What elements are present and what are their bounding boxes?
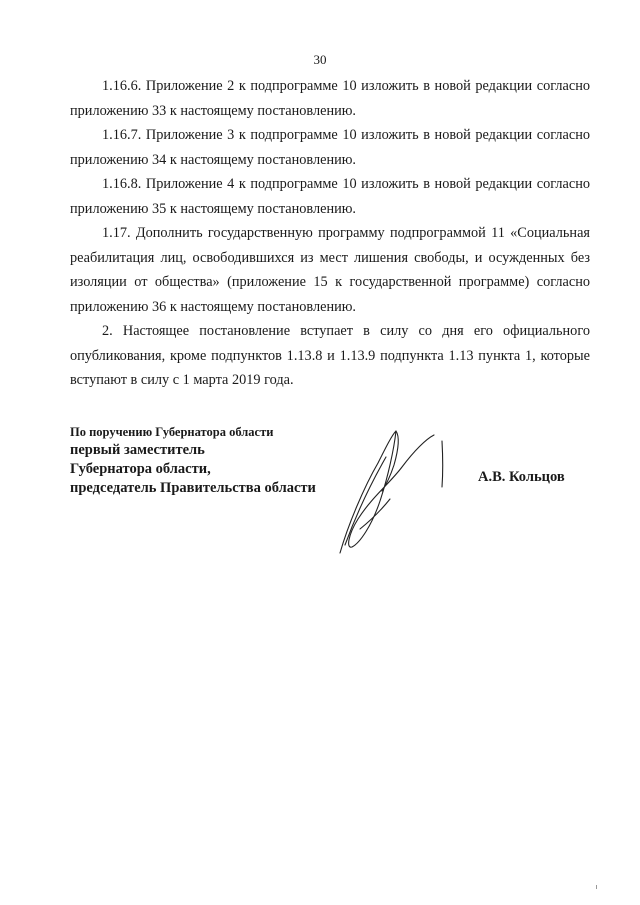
signer-name: А.В. Кольцов [478,469,565,485]
paragraph-1-16-7: 1.16.7. Приложение 3 к подпрограмме 10 изложить в новой редакции согласно приложению 34 к настоящему постановлению. [70,127,590,168]
signatory-line-2: первый заместитель [70,442,205,458]
paragraph-1-16-6: 1.16.6. Приложение 2 к подпрограмме 10 изложить в новой редакции согласно приложению 33 к настоящему постановлению. [70,78,590,119]
paragraph-1-16-8: 1.16.8. Приложение 4 к подпрограмме 10 изложить в новой редакции согласно приложению 35 к настоящему постановлению. [70,176,590,217]
scan-artifact [596,885,597,889]
signatory-line-1: По поручению Губернатора области [70,425,274,439]
signatory-title-block [70,423,316,498]
page-number: 30 [313,52,327,67]
signatory-line-4: председатель Правительства области [70,480,316,496]
handwritten-signature [330,425,460,560]
paragraph-1-17: 1.17. Дополнить государственную программу подпрограммой 11 «Социальная реабилитация лиц, освободившихся из мест лишения свободы, и осужденных без изоляции от общества» (приложение 15 к государственной программе) согласно приложению 36 к настоящему постановлению. [70,225,590,315]
document-body [70,74,590,393]
paragraph-2: 2. Настоящее постановление вступает в силу со дня его официального опубликования, кроме подпунктов 1.13.8 и 1.13.9 подпункта 1.13 пункта 1, которые вступают в силу с 1 марта 2019 года. [70,323,590,388]
signatory-line-3: Губернатора области, [70,461,211,477]
